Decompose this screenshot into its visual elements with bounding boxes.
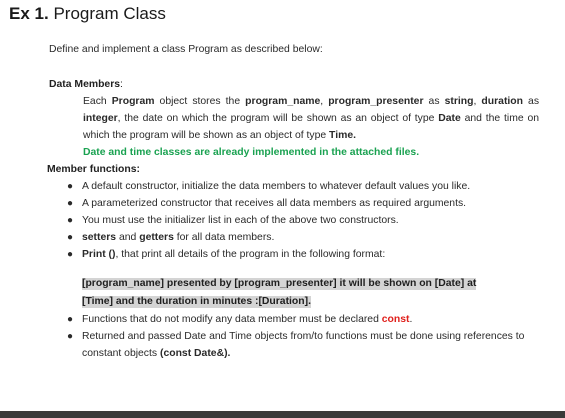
data-members-description: [49, 93, 539, 144]
dm-bold-time: Time.: [329, 130, 356, 141]
bullet-icon: ●: [67, 331, 74, 342]
dm-text-4: as: [423, 96, 445, 107]
dm-bold-program-presenter: program_presenter: [328, 96, 424, 107]
list-item-text: Functions that do not modify any data member must be declared: [82, 314, 382, 325]
date-time-note: Date and time classes are already implemented in the attached files.: [83, 147, 420, 158]
member-functions-list-continued: [49, 311, 539, 362]
list-item-default-constructor: [49, 178, 539, 195]
list-item-text: and: [116, 232, 140, 243]
const-date-ref-text: (const Date&).: [159, 348, 231, 359]
list-item-text: You must use the initializer list in each of the above two constructors.: [82, 215, 399, 226]
exercise-body: [49, 41, 539, 362]
setters-text: setters: [82, 232, 117, 243]
dm-text-6: as: [522, 96, 540, 107]
dm-text-3: ,: [320, 96, 329, 107]
dm-text-2: object stores the: [154, 96, 246, 107]
output-format-line-1: [program_name] presented by [program_presenter] it will be shown on [Date] at: [82, 278, 477, 289]
data-members-heading-text: Data Members: [49, 79, 121, 90]
member-functions-heading: Member functions:: [47, 164, 140, 175]
dm-bold-date: Date: [438, 113, 461, 124]
output-format-line-2: [Time] and the duration in minutes :[Duration].: [82, 296, 311, 307]
list-item-parameterized-constructor: [49, 195, 539, 212]
list-item-text: A parameterized constructor that receives all data members as required arguments.: [82, 198, 467, 209]
list-item-print: [49, 246, 539, 263]
bullet-icon: ●: [67, 314, 74, 325]
dm-bold-string: string: [444, 96, 474, 107]
data-members-heading: [49, 76, 539, 93]
dm-text-8: and the time on which the program will be shown as an object of type: [83, 113, 540, 141]
list-item-const-functions: [49, 311, 539, 328]
dm-bold-integer: integer: [83, 113, 118, 124]
list-item-text: for all data members.: [173, 232, 275, 243]
bullet-icon: ●: [67, 249, 74, 260]
spacer: [49, 263, 539, 275]
dm-bold-program: Program: [111, 96, 155, 107]
bullet-icon: ●: [67, 198, 74, 209]
exercise-title: [9, 4, 166, 24]
list-item-initializer-list: [49, 212, 539, 229]
print-text: Print (): [82, 249, 116, 260]
bullet-icon: ●: [67, 215, 74, 226]
dm-text-5: ,: [473, 96, 482, 107]
bullet-icon: ●: [67, 181, 74, 192]
exercise-name: Program Class: [53, 4, 166, 23]
member-functions-list: [49, 178, 539, 263]
output-format-block: [49, 275, 539, 311]
bottom-bar: [0, 411, 565, 418]
getters-text: getters: [139, 232, 174, 243]
dm-bold-program-name: program_name: [245, 96, 321, 107]
const-keyword: const: [381, 314, 410, 325]
list-item-text: , that print all details of the program in the following format:: [115, 249, 386, 260]
exercise-number: Ex 1.: [9, 4, 49, 23]
bullet-icon: ●: [67, 232, 74, 243]
dm-text-1: Each: [83, 96, 112, 107]
intro-text: Define and implement a class Program as described below:: [49, 44, 323, 55]
dm-text-7: , the date on which the program will be shown as an object of type: [117, 113, 439, 124]
dm-bold-duration: duration: [481, 96, 523, 107]
list-item-setters-getters: [49, 229, 539, 246]
data-members-heading-colon: :: [120, 79, 123, 90]
list-item-text: .: [409, 314, 413, 325]
list-item-const-references: [49, 328, 539, 362]
list-item-text: A default constructor, initialize the data members to whatever default values you like.: [82, 181, 471, 192]
list-item-text: Returned and passed Date and Time objects from/to functions must be done using references to constant objects: [82, 331, 525, 359]
